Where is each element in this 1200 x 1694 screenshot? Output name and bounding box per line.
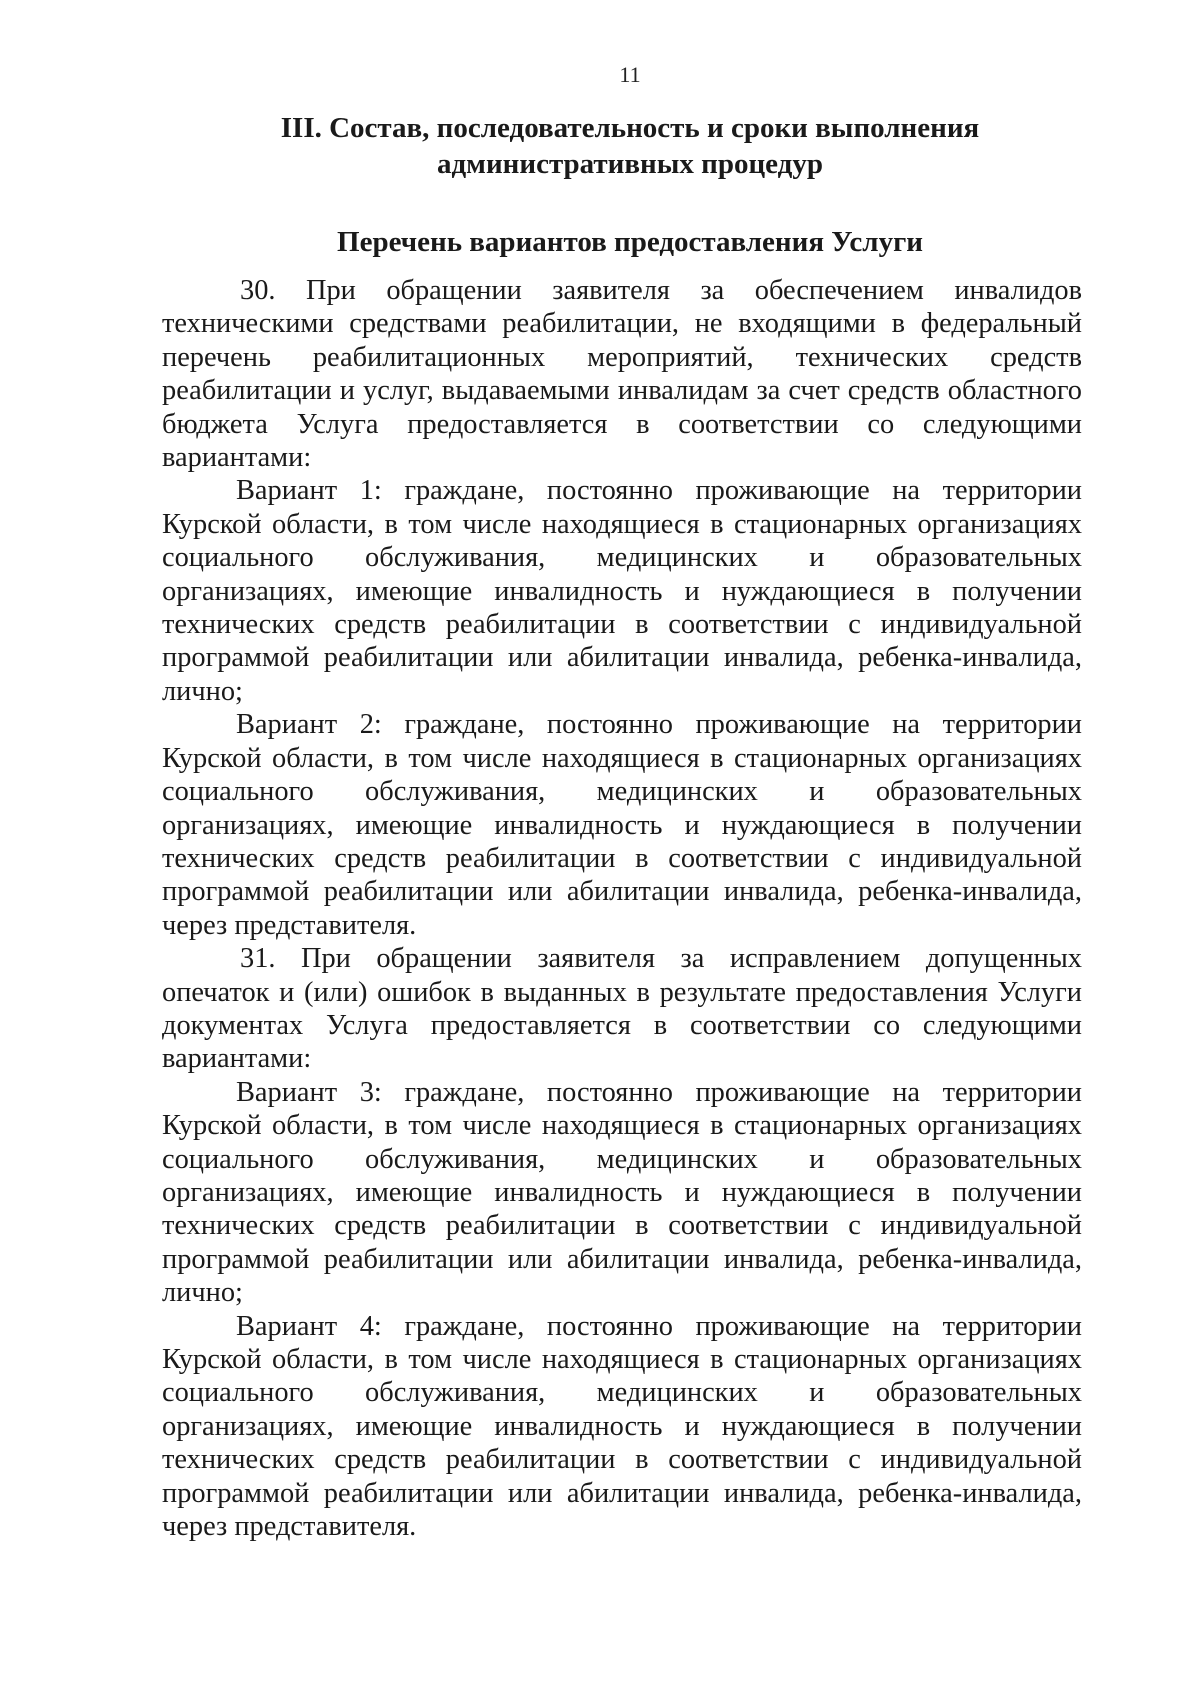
document-body xyxy=(162,274,1082,1543)
paragraph-30: 30. При обращении заявителя за обеспечением инвалидов техническими средствами реабилитации, не входящими в федеральный перечень реабилитационных мероприятий, технических средств реабилитации и услуг, выдаваемыми инвалидам за счет средств областного бюджета Услуга предоставляется в соответствии со следующими вариантами: xyxy=(162,275,1082,474)
paragraph-31: 31. При обращении заявителя за исправлением допущенных опечаток и (или) ошибок в выданных в результате предоставления Услуги документах Услуга предоставляется в соответствии со следующими вариантами: xyxy=(162,943,1082,1075)
paragraph-variant-4: Вариант 4: граждане, постоянно проживающие на территории Курской области, в том числе находящиеся в стационарных организациях социального обслуживания, медицинских и образовательных организациях, имеющие инвалидность и нуждающиеся в получении технических средств реабилитации в соответствии с индивидуальной программой реабилитации или абилитации инвалида, ребенка-инвалида, через представителя. xyxy=(162,1310,1082,1543)
subsection-title: Перечень вариантов предоставления Услуги xyxy=(337,226,923,258)
section-title: III. Состав, последовательность и сроки выполнения административных процедур xyxy=(280,112,980,180)
paragraph-variant-2: Вариант 2: граждане, постоянно проживающие на территории Курской области, в том числе находящиеся в стационарных организациях социального обслуживания, медицинских и образовательных организациях, имеющие инвалидность и нуждающиеся в получении технических средств реабилитации в соответствии с индивидуальной программой реабилитации или абилитации инвалида, ребенка-инвалида, через представителя. xyxy=(162,709,1082,941)
paragraph-variant-1: Вариант 1: граждане, постоянно проживающие на территории Курской области, в том числе находящиеся в стационарных организациях социального обслуживания, медицинских и образовательных организациях, имеющие инвалидность и нуждающиеся в получении технических средств реабилитации в соответствии с индивидуальной программой реабилитации или абилитации инвалида, ребенка-инвалида, лично; xyxy=(162,475,1082,707)
paragraph-variant-3: Вариант 3: граждане, постоянно проживающие на территории Курской области, в том числе находящиеся в стационарных организациях социального обслуживания, медицинских и образовательных организациях, имеющие инвалидность и нуждающиеся в получении технических средств реабилитации в соответствии с индивидуальной программой реабилитации или абилитации инвалида, ребенка-инвалида, лично; xyxy=(162,1076,1082,1309)
page-number: 11 xyxy=(619,62,641,87)
